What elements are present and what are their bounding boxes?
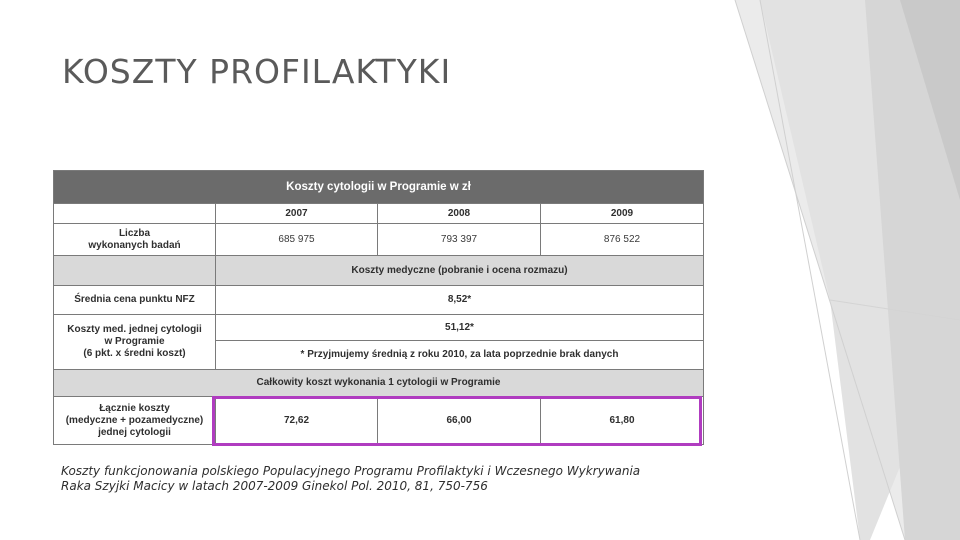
med-cost-label-line-2: w Programie (104, 336, 165, 347)
slide-title: KOSZTY PROFILAKTYKI (62, 52, 452, 91)
caption-line-1: Koszty funkcjonowania polskiego Populacyjnego Programu Profilaktyki i Wczesnego Wykrywania (61, 464, 641, 478)
nfz-row (54, 286, 704, 315)
nfz-value: 8,52* (216, 286, 704, 315)
years-row (54, 204, 704, 224)
section-spacer-cell (54, 256, 216, 286)
med-cost-label-line-1: Koszty med. jednej cytologii (67, 324, 202, 335)
count-2009: 876 522 (541, 224, 704, 256)
cytology-cost-table (53, 170, 704, 445)
count-row (54, 224, 704, 256)
med-cost-row (54, 315, 704, 341)
med-cost-label-line-3: (6 pkt. x średni koszt) (83, 348, 186, 359)
total-section-label: Całkowity koszt wykonania 1 cytologii w Programie (54, 370, 704, 397)
med-cost-value: 51,12* (216, 315, 704, 341)
year-2007: 2007 (216, 204, 378, 224)
count-2008: 793 397 (378, 224, 541, 256)
medical-section-label: Koszty medyczne (pobranie i ocena rozmazu) (216, 256, 704, 286)
total-2008: 66,00 (378, 397, 541, 445)
year-2009: 2009 (541, 204, 704, 224)
med-cost-label (54, 315, 216, 370)
footnote: * Przyjmujemy średnią z roku 2010, za lata poprzednie brak danych (216, 341, 704, 370)
table-title: Koszty cytologii w Programie w zł (54, 171, 704, 204)
total-2009: 61,80 (541, 397, 704, 445)
total-label-line-1: Łącznie koszty (99, 402, 170, 414)
source-caption (61, 464, 701, 494)
count-label (54, 224, 216, 256)
medical-section-row (54, 256, 704, 286)
year-2008: 2008 (378, 204, 541, 224)
count-label-line-2: wykonanych badań (88, 239, 181, 251)
total-2007: 72,62 (216, 397, 378, 445)
total-label (54, 397, 216, 445)
nfz-label: Średnia cena punktu NFZ (54, 286, 216, 315)
total-row (54, 397, 704, 445)
caption-line-2: Raka Szyjki Macicy w latach 2007-2009 Ginekol Pol. 2010, 81, 750-756 (61, 479, 488, 493)
count-2007: 685 975 (216, 224, 378, 256)
count-label-line-1: Liczba (118, 227, 151, 239)
empty-corner-cell (54, 204, 216, 224)
total-section-row (54, 370, 704, 397)
total-label-line-2: (medyczne + pozamedyczne) (65, 414, 204, 426)
total-label-line-3: jednej cytologii (98, 426, 171, 438)
table-header-row (54, 171, 704, 204)
